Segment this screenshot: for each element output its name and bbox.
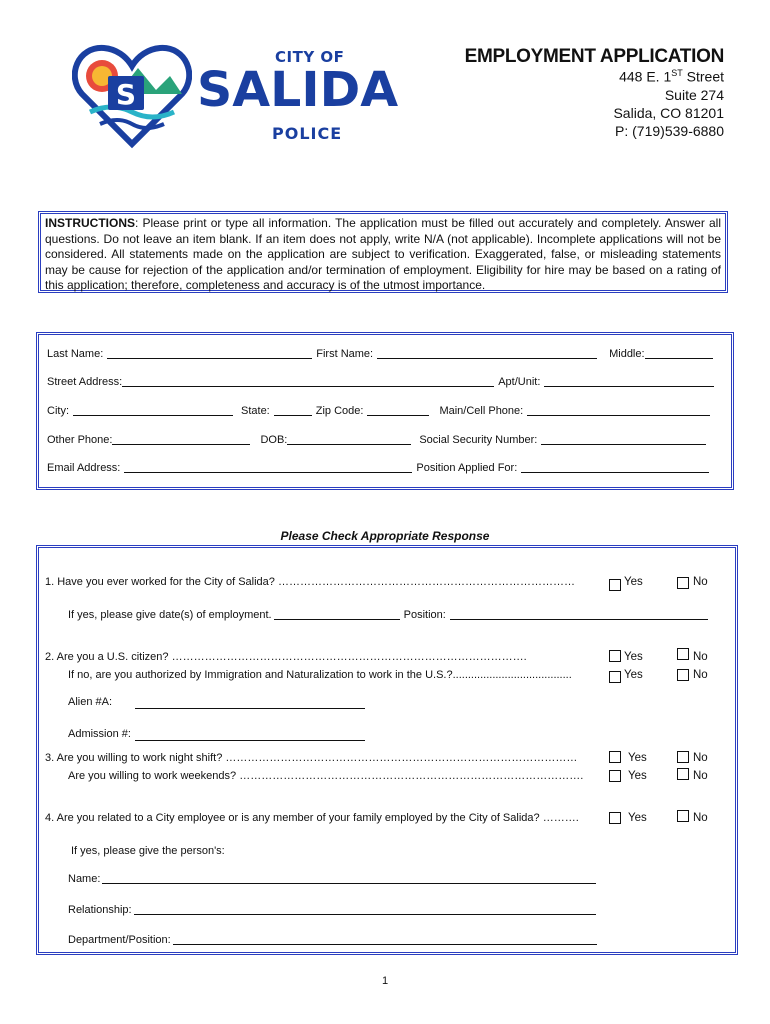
main-phone-field[interactable]	[527, 404, 710, 416]
admission-number-field[interactable]	[135, 729, 365, 741]
last-name-label: Last Name:	[47, 348, 104, 360]
q4-no-label: No	[693, 812, 708, 824]
q2b-no-label: No	[693, 669, 708, 681]
logo-salida: SALIDA	[197, 62, 399, 118]
alien-number-field[interactable]	[135, 697, 365, 709]
first-name-label: First Name:	[316, 348, 374, 360]
relationship-row: Relationship:	[68, 903, 600, 916]
q3b-yes-label: Yes	[628, 770, 647, 782]
city-field[interactable]	[73, 404, 233, 416]
ssn-label: Social Security Number:	[419, 434, 538, 446]
q3b-yes-checkbox[interactable]	[609, 770, 621, 782]
employment-dates-field[interactable]	[274, 608, 400, 620]
q2b-no-checkbox[interactable]	[677, 669, 689, 681]
q3-no-label: No	[693, 752, 708, 764]
zip-field[interactable]	[367, 404, 429, 416]
relative-name-field[interactable]	[102, 872, 596, 884]
address-line-2: Suite 274	[664, 87, 724, 103]
other-phone-field[interactable]	[112, 433, 250, 445]
question-1-followup: If yes, please give date(s) of employment. Position:	[68, 608, 712, 621]
question-3: 3. Are you willing to work night shift? ……………………………………………………………………………………	[45, 752, 578, 764]
main-phone-label: Main/Cell Phone:	[439, 405, 524, 417]
middle-label: Middle:	[609, 348, 645, 360]
question-1: 1. Have you ever worked for the City of Salida? ………………………………………………………………………	[45, 576, 575, 588]
department-row: Department/Position:	[68, 933, 601, 946]
middle-field[interactable]	[645, 347, 713, 359]
q3-yes-label: Yes	[628, 752, 647, 764]
apt-label: Apt/Unit:	[498, 376, 541, 388]
instructions-box	[38, 211, 728, 293]
zip-label: Zip Code:	[315, 405, 364, 417]
salida-logo-heart	[72, 42, 192, 150]
dob-label: DOB:	[260, 434, 288, 446]
instructions-label: INSTRUCTIONS	[45, 216, 135, 230]
relationship-field[interactable]	[134, 903, 596, 915]
apt-field[interactable]	[544, 375, 714, 387]
page-number: 1	[381, 975, 389, 987]
q4-yes-checkbox[interactable]	[609, 812, 621, 824]
q1-no-label: No	[693, 576, 708, 588]
q2b-yes-checkbox[interactable]	[609, 671, 621, 683]
state-label: State:	[241, 405, 270, 417]
admission-number-label: Admission #:	[68, 728, 131, 740]
q2-yes-checkbox[interactable]	[609, 650, 621, 662]
q2b-yes-label: Yes	[624, 669, 643, 681]
address-line-1: 448 E. 1ST Street	[619, 68, 724, 85]
check-section-title: Please Check Appropriate Response	[280, 529, 490, 543]
question-4-followup: If yes, please give the person's:	[71, 845, 225, 857]
q3-no-checkbox[interactable]	[677, 751, 689, 763]
address-line-3: Salida, CO 81201	[613, 105, 724, 121]
position-label: Position Applied For:	[416, 462, 518, 474]
q4-yes-label: Yes	[628, 812, 647, 824]
q3b-no-checkbox[interactable]	[677, 768, 689, 780]
state-field[interactable]	[274, 404, 312, 416]
question-2: 2. Are you a U.S. citizen? …………………………………………………………………………………….	[45, 651, 527, 663]
questions-box	[36, 545, 738, 955]
position-field[interactable]	[521, 461, 709, 473]
q2-no-label: No	[693, 651, 708, 663]
relative-name-row: Name:	[68, 872, 600, 885]
q4-no-checkbox[interactable]	[677, 810, 689, 822]
other-phone-label: Other Phone:	[47, 434, 113, 446]
q2-no-checkbox[interactable]	[677, 648, 689, 660]
dob-field[interactable]	[287, 433, 411, 445]
form-title: EMPLOYMENT APPLICATION	[464, 46, 724, 67]
email-field[interactable]	[124, 461, 412, 473]
instructions-text: : Please print or type all information. The application must be filled out accurately and completely. Answer all questions. Do not leave an item blank. If an item does not apply, write N/A (not applicable). Incomplete applications will not be considered. All statements made on the application are subject to verification. Exaggerated, false, or misleading statements may be cause for rejection of the application and/or termination of employment. Eligibility for hire may be based on a rating of this application; therefore, completeness and accuracy is of the utmost importance.	[45, 216, 721, 292]
question-2-followup: If no, are you authorized by Immigration and Naturalization to work in the U.S.?.......................................	[68, 669, 572, 681]
question-3-followup: Are you willing to work weekends? ………………………………………………………………………………….	[68, 770, 584, 782]
phone-line: P: (719)539-6880	[615, 123, 724, 139]
personal-info-box	[36, 332, 734, 490]
q1-yes-checkbox[interactable]	[609, 579, 621, 591]
q1-no-checkbox[interactable]	[677, 577, 689, 589]
street-field[interactable]	[122, 375, 494, 387]
q1-yes-label: Yes	[624, 576, 643, 588]
city-label: City:	[47, 405, 69, 417]
alien-number-label: Alien #A:	[68, 696, 113, 708]
department-field[interactable]	[173, 933, 597, 945]
logo-police: POLICE	[272, 124, 343, 143]
question-4: 4. Are you related to a City employee or is any member of your family employed by the City of Salida? ……….	[45, 812, 579, 824]
street-label: Street Address:	[47, 376, 123, 388]
logo-city-of: CITY OF	[275, 48, 345, 66]
email-label: Email Address:	[47, 462, 121, 474]
q3b-no-label: No	[693, 770, 708, 782]
previous-position-field[interactable]	[450, 608, 708, 620]
ssn-field[interactable]	[541, 433, 706, 445]
first-name-field[interactable]	[377, 347, 597, 359]
q2-yes-label: Yes	[624, 651, 643, 663]
logo-badge-letter: S	[115, 78, 137, 111]
q3-yes-checkbox[interactable]	[609, 751, 621, 763]
last-name-field[interactable]	[107, 347, 312, 359]
